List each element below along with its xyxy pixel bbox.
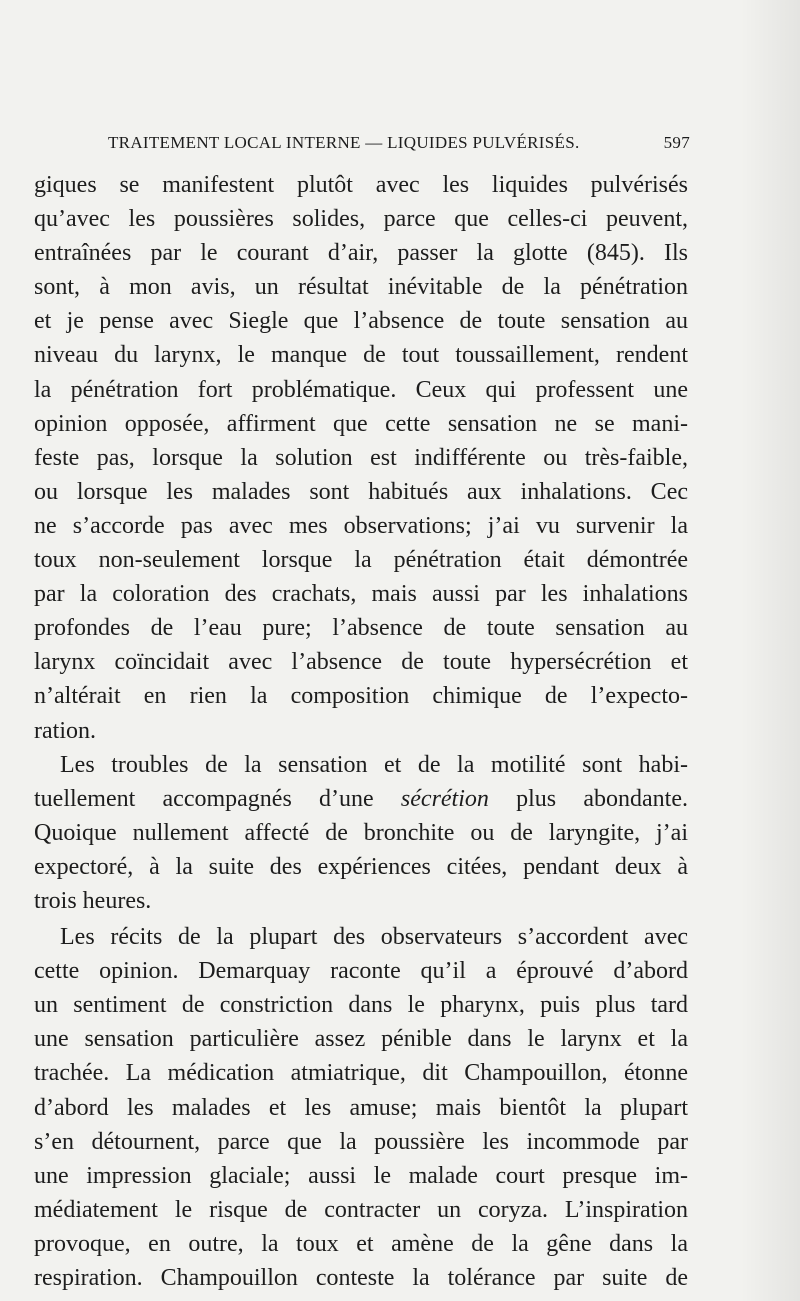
text-segment: tuellement accompagnés d’une bbox=[34, 785, 374, 812]
text-line: d’abord les malades et les amuse; mais bientôt la plupart bbox=[34, 1094, 688, 1121]
text-line: ne s’accorde pas avec mes observations; j’ai vu survenir la bbox=[34, 512, 688, 539]
page-number: 597 bbox=[663, 133, 690, 152]
text-line: une sensation particulière assez pénible dans le larynx et la bbox=[34, 1026, 688, 1053]
text-line: s’en détournent, parce que la poussière les incommode par bbox=[34, 1128, 688, 1155]
text-line: trois heures. bbox=[34, 887, 152, 914]
paragraph-first-line: Les récits de la plupart des observateurs s’accordent avec bbox=[60, 924, 688, 951]
text-line: sont, à mon avis, un résultat inévitable de la pénétration bbox=[34, 274, 688, 301]
paragraph-first-line: Les troubles de la sensation et de la motilité sont habi- bbox=[60, 751, 688, 778]
text-line: par la coloration des crachats, mais aussi par les inhalations bbox=[34, 581, 688, 608]
text-line: un sentiment de constriction dans le pharynx, puis plus tard bbox=[34, 992, 688, 1019]
text-line: larynx coïncidait avec l’absence de toute hypersécrétion et bbox=[34, 649, 688, 676]
text-line: niveau du larynx, le manque de tout toussaillement, rendent bbox=[34, 342, 688, 369]
text-line: médiatement le risque de contracter un coryza. L’inspiration bbox=[34, 1196, 688, 1223]
text-segment: plus abondante. bbox=[516, 785, 688, 812]
text-line: la pénétration fort problématique. Ceux qui professent une bbox=[34, 376, 688, 403]
text-line: entraînées par le courant d’air, passer la glotte (845). Ils bbox=[34, 240, 688, 267]
running-title: TRAITEMENT LOCAL INTERNE — LIQUIDES PULVÉRISÉS. bbox=[108, 133, 580, 152]
page-edge-shadow bbox=[740, 0, 800, 1301]
text-line: ration. bbox=[34, 717, 96, 744]
text-line: qu’avec les poussières solides, parce que celles-ci peuvent, bbox=[34, 206, 688, 233]
text-line: cette opinion. Demarquay raconte qu’il a éprouvé d’abord bbox=[34, 958, 688, 985]
text-line: profondes de l’eau pure; l’absence de toute sensation au bbox=[34, 615, 688, 642]
text-line: giques se manifestent plutôt avec les liquides pulvérisés bbox=[34, 172, 688, 198]
text-line: ou lorsque les malades sont habitués aux inhalations. Cec bbox=[34, 478, 688, 505]
text-line: une impression glaciale; aussi le malade court presque im- bbox=[34, 1162, 688, 1189]
text-line: respiration. Champouillon conteste la tolérance par suite de bbox=[34, 1265, 688, 1291]
text-line: trachée. La médication atmiatrique, dit Champouillon, étonne bbox=[34, 1060, 688, 1087]
text-line: opinion opposée, affirment que cette sensation ne se mani- bbox=[34, 410, 688, 437]
text-line: expectoré, à la suite des expériences citées, pendant deux à bbox=[34, 853, 688, 880]
text-line-with-emphasis bbox=[34, 782, 688, 816]
text-line: et je pense avec Siegle que l’absence de toute sensation au bbox=[34, 308, 688, 335]
text-line: toux non-seulement lorsque la pénétration était démontrée bbox=[34, 547, 688, 574]
running-header bbox=[108, 133, 690, 157]
body-text bbox=[34, 168, 688, 1295]
text-line: Quoique nullement affecté de bronchite ou de laryngite, j’ai bbox=[34, 819, 688, 846]
text-line: n’altérait en rien la composition chimique de l’expecto- bbox=[34, 683, 688, 710]
text-line: provoque, en outre, la toux et amène de la gêne dans la bbox=[34, 1230, 688, 1257]
text-line: feste pas, lorsque la solution est indifférente ou très-faible, bbox=[34, 444, 688, 471]
emphasized-word: sécrétion bbox=[400, 785, 489, 812]
